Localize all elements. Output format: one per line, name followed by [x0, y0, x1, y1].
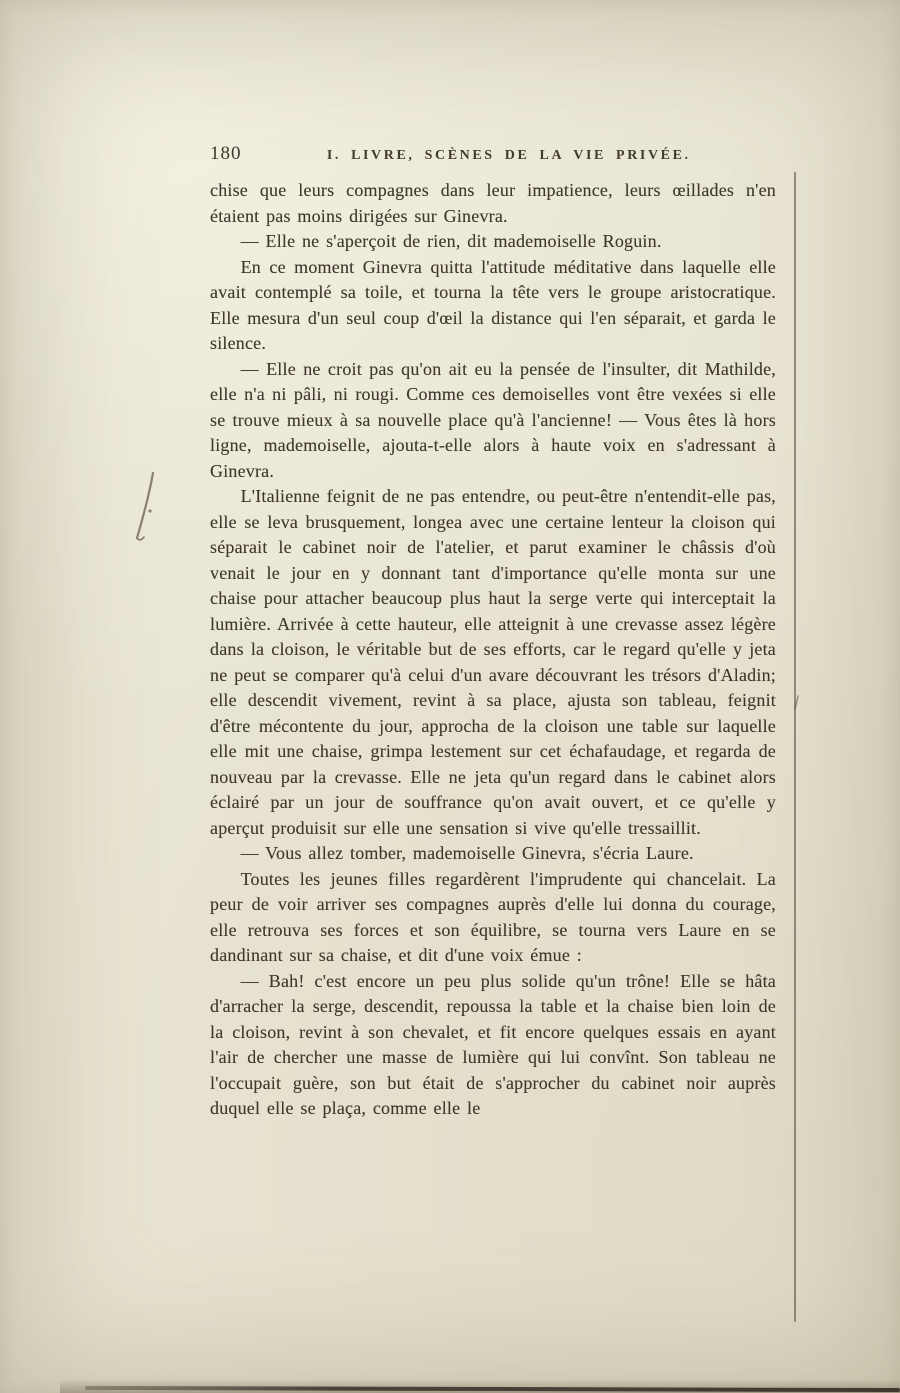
paragraph: — Elle ne croit pas qu'on ait eu la pensée de l'insulter, dit Mathilde, elle n'a ni pâli, ni rougi. Comme ces demoiselles vont être vexées si elle se trouve mieux à sa nouvelle place qu'à l'ancienne! — Vous êtes là hors ligne, mademoiselle, ajouta-t-elle alors à haute voix en s'adressant à Ginevra. [210, 358, 776, 481]
handwritten-margin-mark [126, 470, 166, 546]
paragraph: Toutes les jeunes filles regardèrent l'imprudente qui chancelait. La peur de voir arriver ses compagnes auprès d'elle lui donna du courage, elle retrouva ses forces et son équilibre, se tourna vers Laure en se dandinant sur sa chaise, et dit d'une voix émue : [210, 868, 776, 965]
text-block [210, 178, 776, 1122]
paragraph: — Bah! c'est encore un peu plus solide qu'un trône! Elle se hâta d'arracher la serge, descendit, repoussa la table et la chaise bien loin de la cloison, revint à son chevalet, et fit encore quelques essais en ayant l'air de chercher une masse de lumière qui lui convînt. Son tableau ne l'occupait guère, son but était de s'approcher du cabinet noir auprès duquel elle se plaça, comme elle le [210, 970, 776, 1118]
paragraph: — Vous allez tomber, mademoiselle Ginevra, s'écria Laure. [240, 843, 694, 863]
header-title: I. LIVRE, SCÈNES DE LA VIE PRIVÉE. [326, 148, 691, 163]
running-header [210, 143, 776, 165]
paragraph: chise que leurs compagnes dans leur impatience, leurs œillades n'en étaient pas moins dirigées sur Ginevra. [210, 180, 776, 226]
paragraph: — Elle ne s'aperçoit de rien, dit mademoiselle Roguin. [240, 231, 662, 251]
page-edge-line [794, 172, 796, 1322]
paragraph: L'Italienne feignit de ne pas entendre, ou peut-être n'entendit-elle pas, elle se leva brusquement, longea avec une certaine lenteur la cloison qui séparait le cabinet noir de l'atelier, et parut examiner le châssis d'où venait le jour en y donnant tant d'importance qu'elle monta sur une chaise pour attacher beaucoup plus haut la serge verte qui interceptait la lumière. Arrivée à cette hauteur, elle atteignit à une crevasse assez légère dans la cloison, le véritable but de ses efforts, car le regard qu'elle y jeta ne peut se comparer qu'à celui d'un avare découvrant les trésors d'Aladin; elle descendit vivement, revint à sa place, ajusta son tableau, feignit d'être mécontente du jour, approcha de la cloison une table sur laquelle elle mit une chaise, grimpa lestement sur cet échafaudage, et regarda de nouveau par la crevasse. Elle ne jeta qu'un regard dans le cabinet alors éclairé par un jour de souffrance qu'on avait ouvert, et ce qu'elle y aperçut produisit sur elle une sensation si vive qu'elle tressaillit. [210, 486, 776, 838]
paragraph: En ce moment Ginevra quitta l'attitude méditative dans laquelle elle avait contemplé sa toile, et tourna la tête vers le groupe aristocratique. Elle mesura d'un seul coup d'œil la distance qui l'en séparait, et garda le silence. [210, 256, 776, 353]
page-number: 180 [210, 143, 242, 164]
